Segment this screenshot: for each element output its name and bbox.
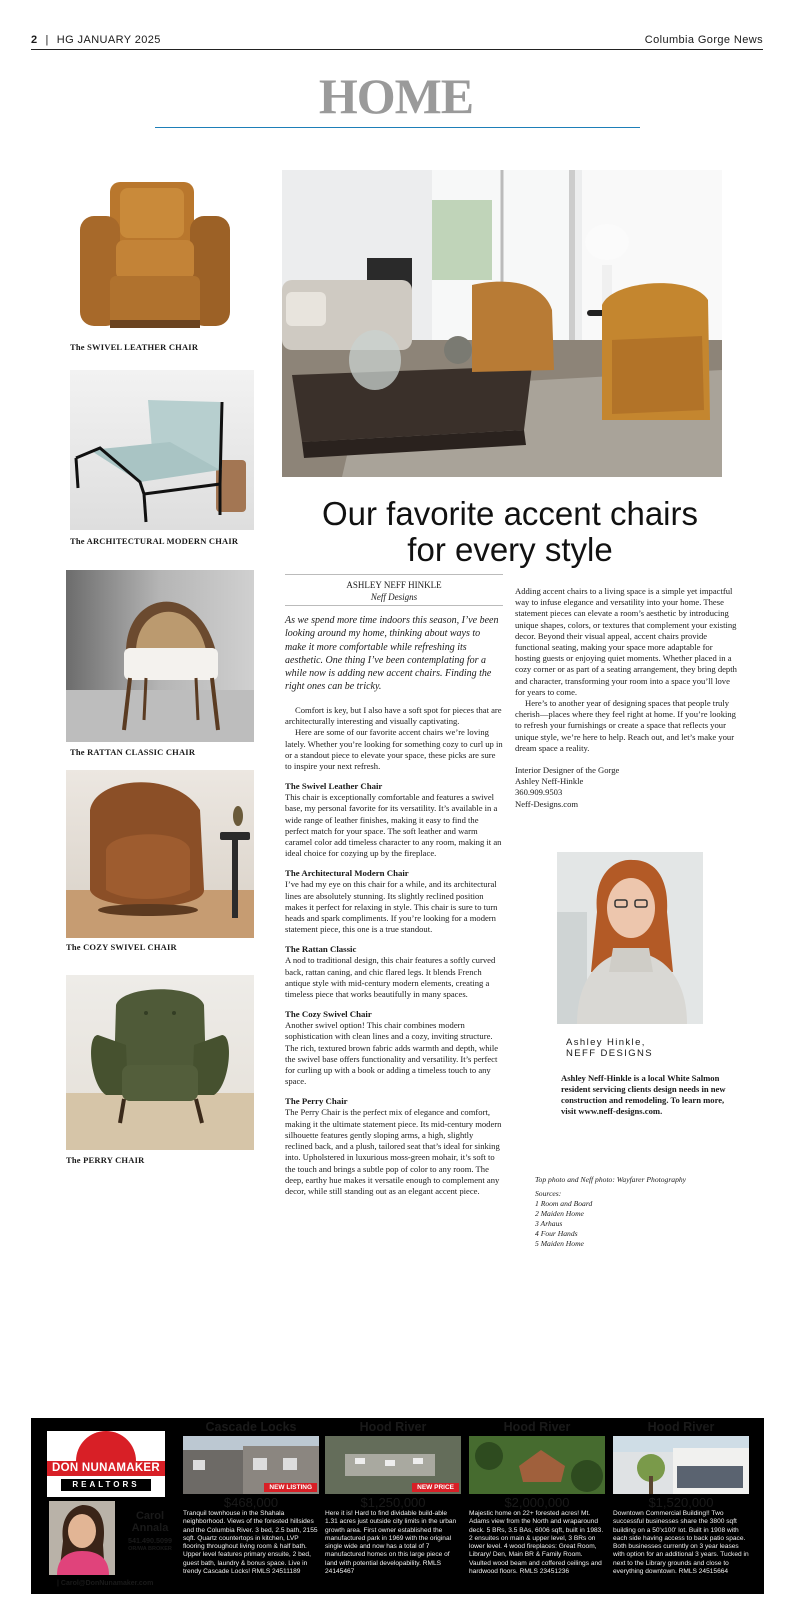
article-intro: As we spend more time indoors this season, I’ve been looking around my home, thinking about ways to make it more comfortable while refreshing its aesthetic. One thing I’ve been contemplating for a while now is adding new accent chairs. Finding the right ones can be tricky. xyxy=(285,615,499,693)
brand-subtitle: REALTORS xyxy=(61,1479,151,1491)
living-room-hero-photo xyxy=(282,170,722,477)
perry-chair-photo xyxy=(66,975,254,1150)
photo-credit-line: Top photo and Neff photo: Wayfarer Photography xyxy=(535,1175,687,1184)
swivel-leather-chair-photo xyxy=(70,180,240,337)
author-bio: Ashley Neff-Hinkle is a local White Salmon resident servicing clients design needs in new construction and remodeling. To learn more, visit www.neff-designs.com. xyxy=(561,1073,726,1116)
listing-card xyxy=(325,1420,461,1576)
signoff-name: Ashley Neff-Hinkle xyxy=(515,776,584,787)
listing-description: Majestic home on 22+ forested acres! Mt. Adams view from the North and wraparound deck. 5 BRs, 3.5 BAs, 6006 sqft, built in 1983. 2 ensuites on main & upper level, 3 BRs on lower level. 4 wood fireplaces: Great Room, Library/ Den, Main BR & Family Room. Vaulted wood beam and coffered ceilings and hardwood floors. RMLS 23451236 xyxy=(469,1510,604,1576)
section-text-perry: The Perry Chair is the perfect mix of elegance and comfort, making it the ultimate statement piece. Its mid-century modern silhouette features gently sloping arms, a high, slightly reclined back, and a plush, tailored seat that’s ideal for sinking into. Upholstered in luxurious moss-green mohair, it’s soft to the touch and brings a subtle pop of color to any room. The deep, earthy hue makes it versatile enough to complement any decor, while still standing out as an elegant accent piece. xyxy=(285,1107,502,1196)
agent-first-name: Carol xyxy=(135,1510,165,1522)
kicker-rule xyxy=(155,127,640,128)
byline-company: Neff Designs xyxy=(370,592,418,602)
byline-rule-top xyxy=(285,574,503,575)
headline-line-2: for every style xyxy=(407,531,613,568)
listing-description: Tranquil townhouse in the Shahala neighborhood. Views of the forested hillsides and the Columbia River. 3 bed, 2.5 bath, 2155 sqft. Quartz countertops in kitchen, LVP flooring throughout living room & half bath. Upper level features primary ensuite, 2 bed, guest bath, laundry & bonus space. Live in trendy Cascade Locks! RMLS 24511189 xyxy=(183,1510,318,1576)
section-text-rattan: A nod to traditional design, this chair features a softly curved back, rattan caning, and chic flared legs. It blends French antique style with mid-century modern elements, creating a timeless piece that works beautifully in many spaces. xyxy=(285,955,496,1000)
section-text-architectural: I’ve had my eye on this chair for a while, and its architectural lines are absolutely stunning. Its slightly reclined position makes it perfect for relaxing in style. This chair is sure to turn heads and spark compliments. If you’re looking for a modern statement piece, this one is a true standout. xyxy=(285,879,498,935)
signature-name: Ashley Hinkle, xyxy=(566,1037,646,1048)
source-item: 4 Four Hands xyxy=(535,1229,578,1238)
section-heading-swivel: The Swivel Leather Chair xyxy=(285,781,383,792)
rattan-classic-chair-photo xyxy=(66,570,254,742)
listing-city: Hood River xyxy=(503,1420,571,1434)
don-nunamaker-logo xyxy=(47,1431,165,1497)
listing-photo xyxy=(325,1436,461,1494)
body-paragraph: Comfort is key, but I also have a soft spot for pieces that are architecturally interesting and visually captivating. xyxy=(285,705,502,727)
architectural-modern-chair-photo xyxy=(70,370,254,530)
source-item: 5 Maiden Home xyxy=(535,1239,584,1248)
listing-description: Here it is! Hard to find dividable build-able 1.31 acres just outside city limits in the urban growth area. First owner established the manufactured park in 1969 with the original single wide and now has a total of 7 manufactured homes on this large piece of land with potential developability. RMLS 24145467 xyxy=(325,1510,457,1576)
agent-photo xyxy=(49,1501,115,1575)
article-column-1 xyxy=(285,705,503,1197)
page-number: 2 xyxy=(31,34,38,46)
listing-price: $468,000 xyxy=(223,1495,279,1510)
header-separator: | xyxy=(45,34,49,46)
byline-author: ASHLEY NEFF HINKLE xyxy=(346,580,442,590)
article-column-2 xyxy=(515,586,737,810)
publication-name: Columbia Gorge News xyxy=(644,34,763,46)
signoff-website: Neff-Designs.com xyxy=(515,798,579,809)
section-label: HG JANUARY 2025 xyxy=(56,34,161,46)
source-item: 2 Maiden Home xyxy=(535,1209,584,1218)
article-headline xyxy=(285,496,735,568)
body-paragraph: Here’s to another year of designing spaces that people truly cherish—places where they feel right at home. If you’re looking to refresh your furnishings or create a space that reflects your unique style, we’re here to help. Reach out, and let’s make your dream space a reality. xyxy=(515,698,736,753)
listing-description: Downtown Commercial Building!! Two successful businesses share the 3800 sqft building on a 50'x100' lot. Built in 1908 with each side having access to back patio space. Both businesses currently on 3 year leases with option for an additional 3 years. Tucked in next to the Library grounds and close to everything downtown. RMLS 24515664 xyxy=(613,1510,749,1576)
listing-photo xyxy=(613,1436,749,1494)
listing-tag: NEW PRICE xyxy=(412,1483,459,1492)
listing-photo xyxy=(469,1436,605,1494)
listing-price: $2,000,000 xyxy=(504,1495,570,1510)
listing-card xyxy=(469,1420,605,1576)
photo-credits xyxy=(535,1175,735,1249)
brand-name: DON NUNAMAKER xyxy=(47,1461,165,1476)
caption-swivel-leather: The SWIVEL LEATHER CHAIR xyxy=(70,342,199,352)
signoff-title: Interior Designer of the Gorge xyxy=(515,765,620,776)
section-text-swivel: This chair is exceptionally comfortable and features a swivel base, my personal favorite for its versatility. It’s available in a wide range of leather finishes, making it easy to find the perfect match for your space. The soft leather and warm caramel color add timeless character to any room, making it an ideal choice for cozying up by the fireplace. xyxy=(285,792,502,859)
section-kicker: HOME xyxy=(318,68,474,124)
section-heading-architectural: The Architectural Modern Chair xyxy=(285,868,409,879)
listing-photo xyxy=(183,1436,319,1494)
source-item: 3 Arhaus xyxy=(535,1219,563,1228)
agent-contact xyxy=(117,1537,183,1553)
signature-company: NEFF DESIGNS xyxy=(566,1048,654,1059)
listing-card xyxy=(613,1420,749,1576)
section-heading-perry: The Perry Chair xyxy=(285,1096,348,1107)
listing-card xyxy=(183,1420,319,1576)
headline-line-1: Our favorite accent chairs xyxy=(322,495,698,532)
author-portrait-photo xyxy=(557,852,703,1024)
listing-city: Hood River xyxy=(647,1420,715,1434)
listing-price: $1,520,000 xyxy=(648,1495,714,1510)
section-heading-rattan: The Rattan Classic xyxy=(285,944,357,955)
byline-rule-bottom xyxy=(285,605,503,606)
author-signature xyxy=(566,1037,716,1059)
caption-perry: The PERRY CHAIR xyxy=(66,1155,145,1165)
source-item: 1 Room and Board xyxy=(535,1199,593,1208)
caption-architectural: The ARCHITECTURAL MODERN CHAIR xyxy=(70,536,239,546)
agent-license: OR/WA BROKER xyxy=(128,1546,172,1552)
listing-city: Cascade Locks xyxy=(205,1420,297,1434)
agent-email: | Carol@DonNunamaker.com xyxy=(57,1580,154,1587)
agent-name xyxy=(117,1510,183,1534)
caption-cozy: The COZY SWIVEL CHAIR xyxy=(66,942,177,952)
sources-label: Sources: xyxy=(535,1189,562,1198)
signoff-phone: 360.909.9503 xyxy=(515,787,563,798)
page-header xyxy=(31,32,763,50)
section-text-cozy: Another swivel option! This chair combines modern sophistication with clean lines and a cozy, inviting structure. The rich, textured brown fabric adds warmth and depth, while the swivel base offers functionality and versatility. It’s perfect for curling up with a book or adding a timeless touch to any space. xyxy=(285,1020,499,1087)
caption-rattan: The RATTAN CLASSIC CHAIR xyxy=(70,747,196,757)
listing-price: $1,250,000 xyxy=(360,1495,426,1510)
cozy-swivel-chair-photo xyxy=(66,770,254,938)
listing-city: Hood River xyxy=(359,1420,427,1434)
agent-last-name: Annala xyxy=(131,1522,169,1534)
body-paragraph: Here are some of our favorite accent chairs we’re loving lately. Whether you’re looking for something cozy to curl up in or a standout piece to elevate your space, these picks are sure to inspire your next refresh. xyxy=(285,727,503,772)
listing-tag: NEW LISTING xyxy=(264,1483,317,1492)
body-paragraph: Adding accent chairs to a living space is a simple yet impactful way to infuse elegance and versatility into your home. These statement pieces can elevate a room’s aesthetic by introducing unique shapes, colors, or textures that complement your existing decor. Beyond their visual appeal, accent chairs provide functional seating, making your space more adaptable for hosting guests or enjoying quiet moments. Whether placed in a cozy corner or as part of a seating arrangement, they bring depth and character, transforming your room into a space you’ll love for years to come. xyxy=(515,586,737,697)
sunset-logo-icon xyxy=(76,1431,136,1461)
agent-phone: 541.490.5099 xyxy=(128,1536,172,1545)
byline xyxy=(285,579,503,603)
section-heading-cozy: The Cozy Swivel Chair xyxy=(285,1009,372,1020)
